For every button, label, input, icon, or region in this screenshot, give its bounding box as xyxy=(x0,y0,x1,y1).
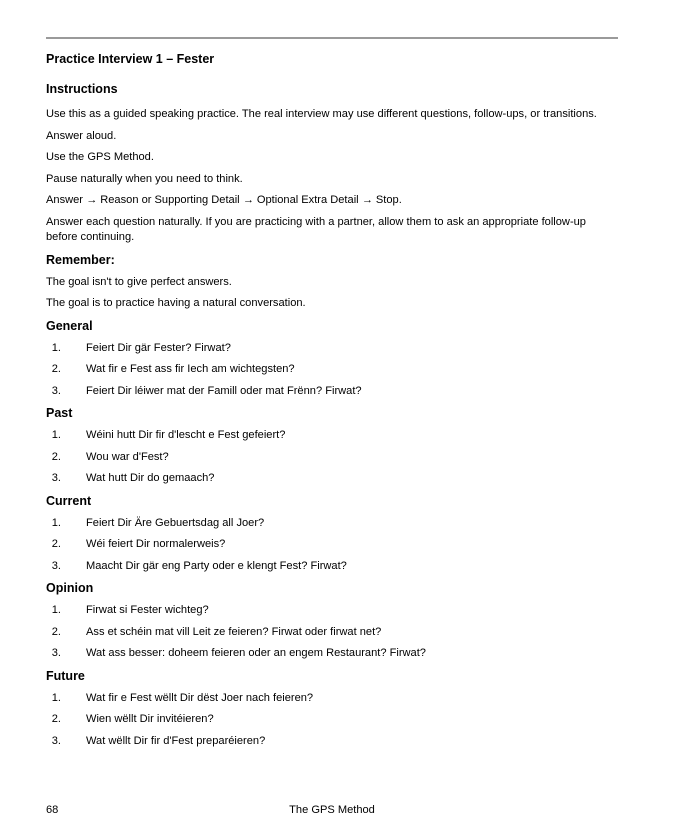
question-list xyxy=(46,516,618,574)
list-item: 2. Wat fir e Fest ass fir Iech am wichtegsten? xyxy=(51,363,295,375)
question-list xyxy=(46,428,618,486)
page-footer xyxy=(46,804,618,820)
instruction-paragraph: Answer aloud. xyxy=(46,129,117,142)
instructions-heading: Instructions xyxy=(46,82,118,96)
question-list xyxy=(46,341,618,399)
list-item: 1. Feiert Dir gär Fester? Firwat? xyxy=(51,341,231,354)
section-heading: Past xyxy=(46,406,73,420)
instructions-block xyxy=(46,107,618,246)
instruction-paragraph: Answer → Reason or Supporting Detail → Optional Extra Detail → Stop. xyxy=(46,194,402,206)
list-item: 1. Wéini hutt Dir fir d'lescht e Fest gefeiert? xyxy=(51,429,286,441)
remember-block xyxy=(46,275,618,312)
question-text: Wou war d'Fest? xyxy=(86,450,169,463)
question-text: Wat wëllt Dir fir d'Fest preparéieren? xyxy=(86,734,266,747)
section-heading: General xyxy=(46,318,93,333)
page-number: 68 xyxy=(46,804,59,816)
question-text: Feiert Dir Äre Gebuertsdag all Joer? xyxy=(86,516,265,529)
section-heading: Future xyxy=(46,668,85,683)
list-item: 3. Maacht Dir gär eng Party oder e klengt Fest? Firwat? xyxy=(51,559,347,572)
question-text: Wat hutt Dir do gemaach? xyxy=(86,472,215,484)
list-item: 3. Feiert Dir léiwer mat der Famill oder mat Frënn? Firwat? xyxy=(51,384,362,397)
list-item: 2. Ass et schéin mat vill Leit ze feieren? Firwat oder firwat net? xyxy=(51,625,382,638)
page-title: Practice Interview 1 – Fester xyxy=(46,52,215,66)
question-list xyxy=(46,603,618,661)
list-item: 3. Wat wëllt Dir fir d'Fest preparéieren? xyxy=(51,734,266,747)
section-general xyxy=(46,318,618,399)
footer-book-title: The GPS Method xyxy=(289,804,375,816)
question-text: Feiert Dir léiwer mat der Famill oder mat Frënn? Firwat? xyxy=(86,384,362,397)
remember-paragraph: The goal is to practice having a natural conversation. xyxy=(46,297,306,309)
question-text: Maacht Dir gär eng Party oder e klengt Fest? Firwat? xyxy=(86,559,347,572)
list-item: 3. Wat hutt Dir do gemaach? xyxy=(51,472,215,484)
question-list xyxy=(46,691,618,749)
list-item: 2. Wou war d'Fest? xyxy=(51,450,169,463)
section-opinion xyxy=(46,580,618,661)
question-text: Wéi feiert Dir normalerweis? xyxy=(86,538,226,550)
section-past xyxy=(46,405,618,486)
question-text: Ass et schéin mat vill Leit ze feieren? Firwat oder firwat net? xyxy=(86,625,382,638)
section-heading: Current xyxy=(46,493,92,508)
instruction-paragraph: Use this as a guided speaking practice. The real interview may use different questions, follow-ups, or transitions. xyxy=(46,108,597,120)
list-item: 1. Wat fir e Fest wëllt Dir dëst Joer nach feieren? xyxy=(51,691,314,704)
list-item: 3. Wat ass besser: doheem feieren oder an engem Restaurant? Firwat? xyxy=(51,647,426,659)
question-text: Firwat si Fester wichteg? xyxy=(86,604,209,616)
top-rule xyxy=(46,37,618,39)
section-heading: Opinion xyxy=(46,581,94,595)
list-item: 2. Wéi feiert Dir normalerweis? xyxy=(51,538,226,550)
list-item: 2. Wien wëllt Dir invitéieren? xyxy=(51,713,214,725)
question-text: Wéini hutt Dir fir d'lescht e Fest gefeiert? xyxy=(86,429,286,441)
instruction-paragraph: Use the GPS Method. xyxy=(46,151,154,163)
section-current xyxy=(46,493,618,574)
list-item: 1. Firwat si Fester wichteg? xyxy=(51,604,209,616)
remember-paragraph: The goal isn't to give perfect answers. xyxy=(46,275,232,288)
section-future xyxy=(46,668,618,749)
question-text: Wat fir e Fest wëllt Dir dëst Joer nach feieren? xyxy=(86,691,314,704)
question-text: Wat ass besser: doheem feieren oder an engem Restaurant? Firwat? xyxy=(86,647,426,659)
document-page xyxy=(46,37,618,755)
remember-heading: Remember: xyxy=(46,252,115,267)
question-text: Wat fir e Fest ass fir Iech am wichtegsten? xyxy=(86,363,295,375)
question-text: Feiert Dir gär Fester? Firwat? xyxy=(86,341,231,354)
question-text: Wien wëllt Dir invitéieren? xyxy=(86,713,214,725)
instruction-paragraph: Pause naturally when you need to think. xyxy=(46,172,243,185)
instruction-paragraph: Answer each question naturally. If you are practicing with a partner, allow them to ask an appropriate follow-up before continuing. xyxy=(46,215,586,243)
list-item: 1. Feiert Dir Äre Gebuertsdag all Joer? xyxy=(51,516,265,529)
